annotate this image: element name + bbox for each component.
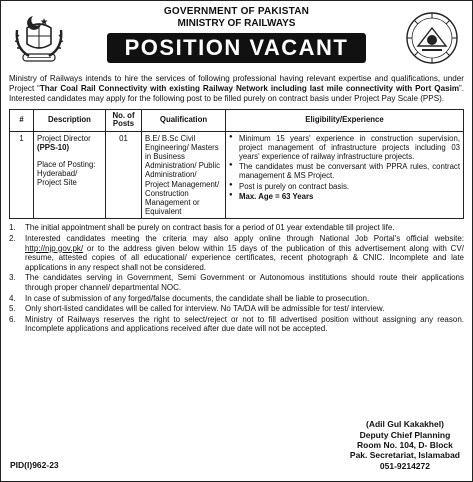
list-item [9, 294, 464, 304]
item-text: Only short-listed candidates will be called for interview. No TA/DA will be admissible for test/ interview. [25, 304, 385, 314]
row-posts: 01 [106, 131, 142, 219]
post-title: Project Director [37, 133, 91, 143]
njp-website-link[interactable]: http://njp.gov.pk/ [25, 243, 84, 253]
item-text: The candidates serving in Government, Semi Government or Autonomous institutions should route their applications through proper channel/ departmental NOC. [25, 273, 464, 292]
place-of-posting: Place of Posting: Hyderabad/ Project Site [37, 160, 96, 188]
table-header-row [10, 109, 464, 131]
row-qualification: B.E/ B.Sc Civil Engineering/ Masters in Business Administration/ Public Administration/ Project Management/ Construction Management or Equivalent [142, 131, 226, 219]
list-item [9, 315, 464, 334]
item-text: The initial appointment shall be purely on contract basis for a period of 01 year extendable till project life. [25, 223, 395, 233]
intro-text: Ministry of Railways intends to hire the services of following professional having relevant expertise and qualifications, under Project “ [9, 74, 464, 93]
item-number: 3. [9, 273, 16, 283]
intro-paragraph [9, 74, 464, 104]
item-number: 1. [9, 223, 16, 233]
pakistan-railways-logo-icon [404, 10, 460, 66]
item-text: or to the address given below within 15 days of the publication of this advertisement along with CV/ resume, attested copies of all educational/ experience certificates, recent photograph & CNIC. Incomplete and late applications in any respect shall not be considered. [25, 243, 464, 272]
eligibility-item: ● Minimum 15 years' experience in construction supervision, project management of infrastructure projects including 03 years' experience of railway infrastructure projects. [229, 134, 460, 162]
item-text: Ministry of Railways reserves the right to select/reject or not to fill advertised position without assigning any reason. Incomplete applications and applications received after due date will not be accepted. [25, 314, 464, 334]
item-number: 6. [9, 314, 16, 324]
pid-number: PID(I)962-23 [10, 459, 59, 470]
eligibility-item: ● The candidates must be conversant with PPRA rules, contract management & MS Project. [229, 162, 460, 180]
list-item [9, 223, 464, 233]
signatory-room: Room No. 104, D- Block [357, 439, 453, 450]
header-number: # [10, 109, 34, 131]
item-number: 4. [9, 293, 16, 303]
position-table [9, 109, 464, 220]
position-vacant-banner: POSITION VACANT [107, 33, 367, 63]
pakistan-state-emblem-icon [11, 10, 67, 66]
row-description [34, 131, 106, 219]
signatory-office: Pak. Secretariat, Islamabad [349, 450, 460, 461]
signatory-name: (Adil Gul Kakakhel) [365, 419, 444, 430]
header-qualification: Qualification [142, 109, 226, 131]
list-item [9, 273, 464, 292]
eligibility-list [229, 134, 460, 201]
project-name: Thar Coal Rail Connectivity with existing Railway Network including last mile connectivity with Port Qasim [39, 83, 460, 93]
header [9, 6, 464, 72]
header-posts: No. of Posts [106, 109, 142, 131]
header-eligibility: Eligibility/Experience [226, 109, 464, 131]
post-scale: (PPS-10) [37, 142, 70, 152]
signatory-phone: 051-9214272 [379, 460, 430, 471]
ministry-heading: MINISTRY OF RAILWAYS [177, 17, 296, 29]
max-age-item: ● Max. Age = 63 Years [229, 192, 460, 201]
row-number: 1 [10, 131, 34, 219]
header-description: Description [34, 109, 106, 131]
item-number: 2. [9, 233, 16, 243]
signature-block [350, 419, 460, 471]
list-item [9, 234, 464, 272]
item-number: 5. [9, 304, 16, 314]
table-row [10, 131, 464, 219]
intro-text-end: ”. Interested candidates may apply for the following post to be filled purely on contract basis under Project Pay Scale (PPS). [9, 83, 464, 103]
terms-list [9, 223, 464, 334]
row-eligibility [226, 131, 464, 219]
item-text: Interested candidates meeting the criteria may also apply online through National Job Portal's official website: [25, 233, 464, 243]
signatory-title: Deputy Chief Planning [359, 429, 451, 440]
list-item [9, 304, 464, 314]
government-heading: GOVERNMENT OF PAKISTAN [163, 6, 310, 17]
eligibility-item: ● Post is purely on contract basis. [229, 182, 460, 191]
item-text: In case of submission of any forged/false documents, the candidate shall be liable to prosecution. [25, 293, 370, 303]
